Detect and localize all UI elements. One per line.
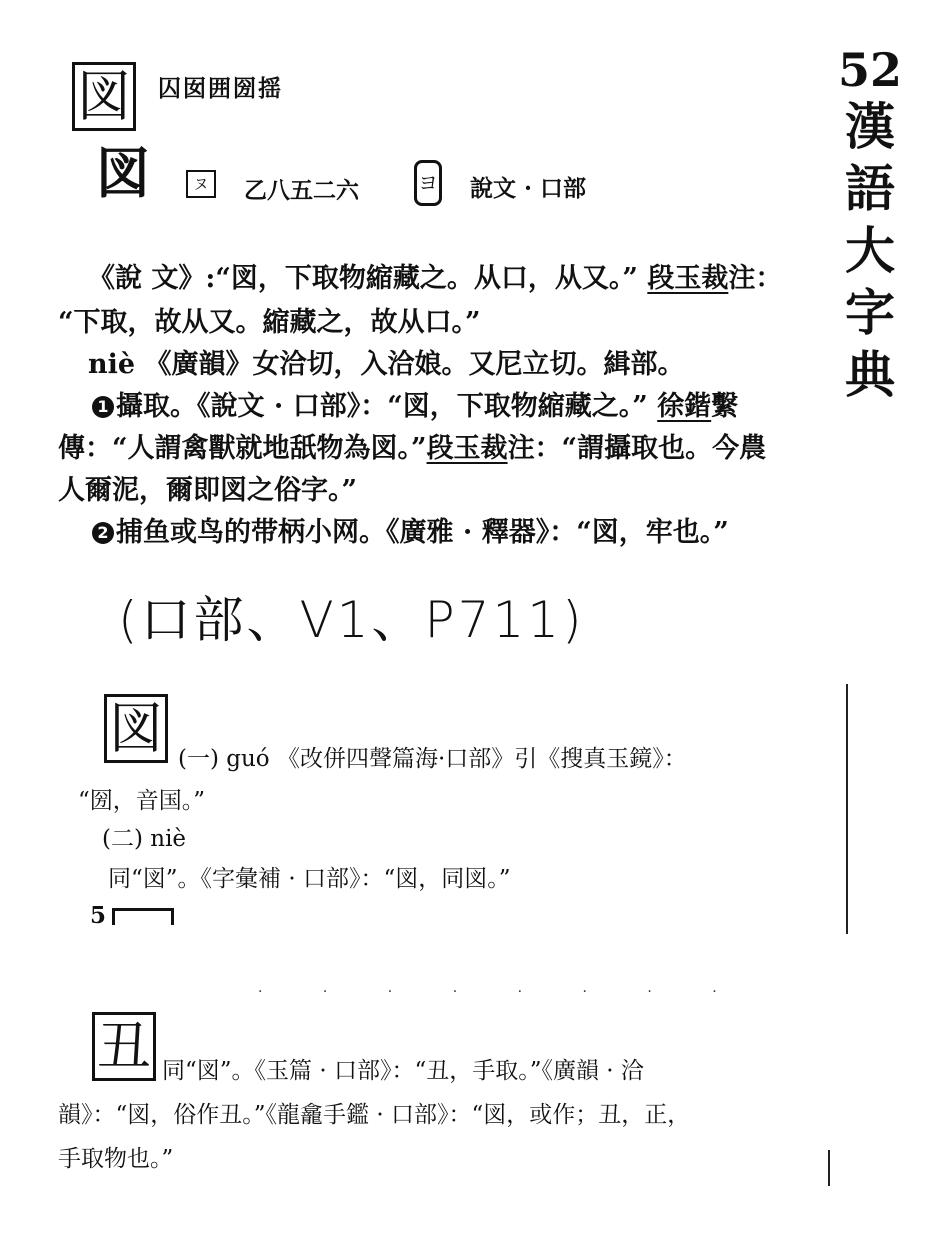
entry1-line-7: 2 捕鱼或鸟的带柄小网。《廣雅 · 釋器》：“図，牢也。” bbox=[92, 510, 729, 549]
page-number: 52 bbox=[837, 43, 902, 97]
cut-off-char bbox=[112, 908, 174, 925]
entry2-line-2: “圀，音国。” bbox=[78, 788, 206, 814]
handwritten-note: (口部、V1、P711) bbox=[118, 591, 585, 649]
entry2-line-4: 同“図”。《字彙補 · 口部》：“図，同図。” bbox=[108, 866, 511, 892]
entry1-variants: 囚囡囲圀揺 bbox=[158, 75, 283, 102]
title-char-1: 漢 bbox=[845, 97, 895, 156]
entry1-line-2: “下取，故从又。縮藏之，故从口。” bbox=[58, 307, 481, 338]
dictionary-sidebar bbox=[837, 44, 903, 406]
entry1-line-3: niè 《廣韻》女洽切，入洽娘。又尼立切。緝部。 bbox=[88, 349, 685, 380]
entry1-line-4: 1 攝取。《說文 · 口部》：“図，下取物縮藏之。” 徐鍇繫 bbox=[92, 384, 738, 423]
entry1-line-6: 人爾泥，爾即図之俗字。” bbox=[58, 475, 358, 506]
entry3-line-2: 韻》：“図，俗作丑。”《龍龕手鑑 · 口部》：“図，或作；丑，正， bbox=[58, 1102, 691, 1128]
entry3-head-char: 丑 bbox=[92, 1020, 156, 1074]
entry2-head-char: 図 bbox=[104, 702, 168, 756]
oracle-label: 乙八五二六 bbox=[244, 177, 359, 204]
title-char-2: 語 bbox=[845, 159, 895, 218]
seal-label: 說文 · 口部 bbox=[470, 175, 587, 202]
margin-line bbox=[846, 684, 848, 934]
oracle-glyph-icon: ヌ bbox=[186, 170, 216, 198]
entry2-line-3: (二) niè bbox=[102, 826, 187, 852]
margin-line-bottom bbox=[828, 1150, 830, 1186]
title-char-4: 字 bbox=[845, 283, 895, 342]
separator-dots: · · · · · · · · bbox=[258, 984, 745, 1000]
entry1-line-5: 傳：“人謂禽獸就地舐物為図。”段玉裁注：“謂攝取也。今農 bbox=[58, 433, 767, 464]
title-char-3: 大 bbox=[845, 221, 895, 280]
entry2-line-5: 5 bbox=[90, 902, 107, 929]
entry1-head-char: 図 bbox=[72, 70, 136, 124]
entry2-line-1: (一) guó 《改併四聲篇海·口部》引《搜真玉鏡》： bbox=[178, 746, 687, 772]
seal-glyph-icon: ヨ bbox=[414, 160, 442, 206]
entry3-line-1: 同“図”。《玉篇 · 口部》：“丑，手取。”《廣韻 · 洽 bbox=[162, 1058, 644, 1084]
entry1-line-1: 《說 文》:“図，下取物縮藏之。从口，从又。” 段玉裁注： bbox=[88, 263, 783, 294]
entry1-head-char-2: 図 bbox=[96, 141, 150, 205]
title-char-5: 典 bbox=[845, 345, 895, 404]
entry3-line-3: 手取物也。” bbox=[58, 1146, 174, 1172]
